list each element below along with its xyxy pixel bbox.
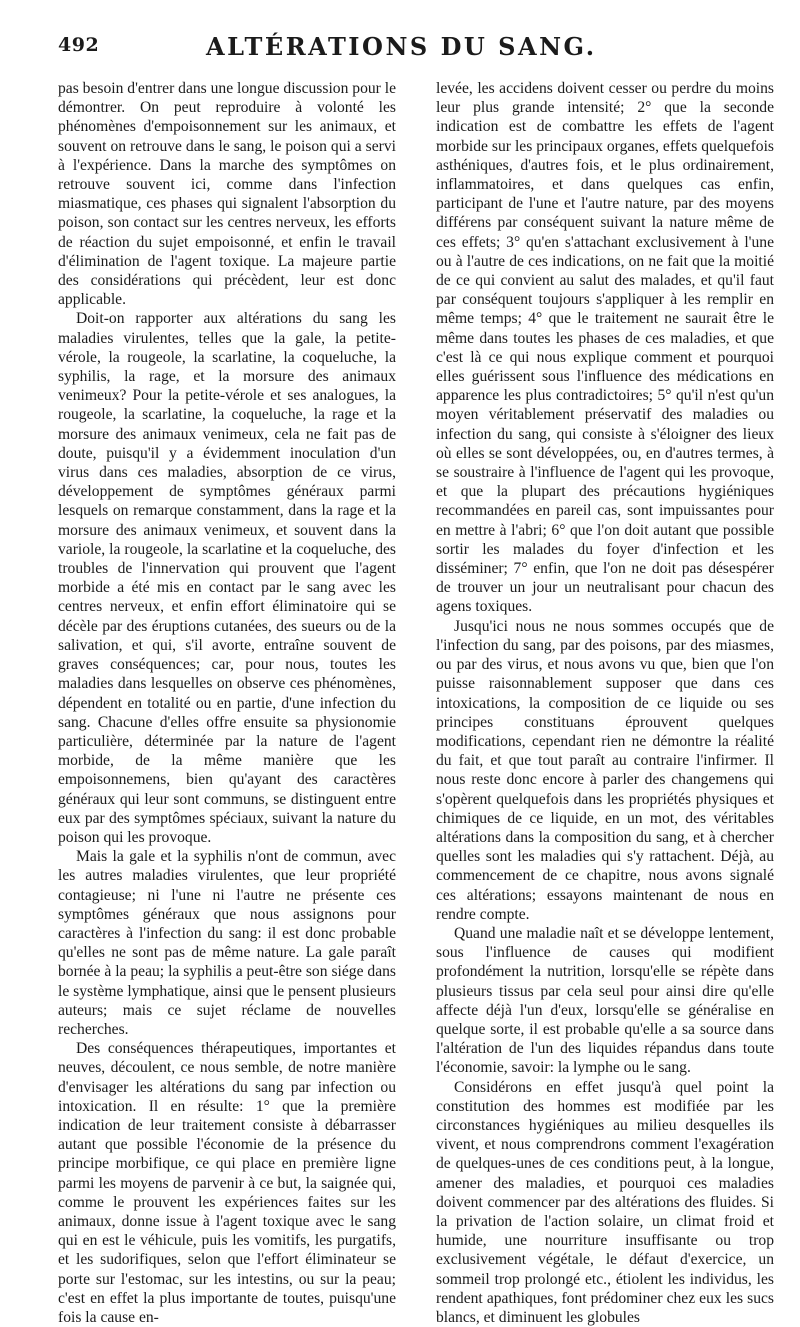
paragraph: Jusqu'ici nous ne nous sommes occupés que de l'infection du sang, par des poisons, par des miasmes, ou par des virus, et nous avons vu que, bien que l'on puisse raisonnablement supposer que dans ces intoxications, la composition de ce liquide ou ses principes constituans éprouvent quelques modifications, cependant rien ne démontre la réalité du fait, et que tout paraît au contraire l'infirmer. Il nous reste donc encore à parler des changemens qui s'opèrent quelquefois dans les propriétés physiques et chimiques de ce liquide, en un mot, des véritables altérations dans la composition du sang, et à chercher quelles sont les maladies qui s'y rattachent. Déjà, au commencement de ce chapitre, nous avons signalé ces altérations; essayons maintenant de nous en rendre compte.: [436, 617, 774, 923]
page-header: [58, 30, 778, 75]
paragraph: pas besoin d'entrer dans une longue discussion pour le démontrer. On peut reproduire à volonté les phénomènes d'empoisonnement sur les animaux, et souvent on retrouve dans le sang, le poison qui a servi à l'expérience. Dans la marche des symptômes on retrouve souvent ici, comme dans l'infection miasmatique, ces phases qui signalent l'absorption du poison, son contact sur les centres nerveux, les efforts de réaction du sujet empoisonné, et enfin le travail d'élimination de l'agent toxique. La majeure partie des considérations qui précèdent, leur est donc applicable.: [58, 80, 397, 309]
page-number: 492: [58, 34, 100, 56]
paragraph: levée, les accidens doivent cesser ou perdre du moins leur plus grande intensité; 2° que la seconde indication est de combattre les effets de l'agent morbide sur les principaux organes, effets quelquefois asthéniques, d'autres fois, et le plus ordinairement, inflammatoires, et dans quelques cas enfin, participant de l'une et l'autre nature, par des moyens différens par conséquent suivant la nature même de ces effets; 3° qu'en s'attachant exclusivement à l'une ou à l'autre de ces indications, on ne fait que la moitié de ce qui convient au salut des malades, et qu'il faut par conséquent toujours s'appliquer à les remplir en même temps; 4° que le traitement ne saurait être le même dans toutes les phases de ces maladies, et que c'est là ce qui nous explique comment et pourquoi elles guérissent sous l'influence des médications en apparence les plus contradictoires; 5° qu'il n'est qu'un moyen véritablement préservatif des maladies ou infection du sang, qui consiste à s'éloigner des lieux où elles se sont développées, ou, en d'autres termes, à se soustraire à l'influence de l'agent qui les provoque, et que la plupart des précautions hygiéniques recommandées en pareil cas, sont impuissantes pour en mettre à l'abri; 6° que l'on doit autant que possible sortir les malades du foyer d'infection et les disséminer; 7° enfin, que l'on ne doit pas désespérer de trouver un jour un neutralisant pour chacun des agens toxiques.: [436, 80, 774, 616]
left-column: [58, 79, 396, 1327]
paragraph: Doit-on rapporter aux altérations du sang les maladies virulentes, telles que la gale, la petite-vérole, la rougeole, la scarlatine, la coqueluche, la syphilis, la rage, et la morsure des animaux venimeux? Pour la petite-vérole et ses analogues, la rougeole, la scarlatine, la coqueluche, la rage et la morsure des animaux venimeux, cela ne fait pas de doute, puisqu'il y a évidemment inoculation d'un virus dans ces maladies, absorption de ce virus, développement de symptômes généraux parmi lesquels on remarque constamment, dans la rage et la morsure des animaux venimeux, et souvent dans la variole, la rougeole, la scarlatine et la coqueluche, des troubles de l'innervation qui prouvent que l'agent morbide a été mis en contact par le sang avec les centres nerveux, et enfin effort éliminatoire qui se décèle par des éruptions cutanées, des sueurs ou de la salivation, et qui, s'il avorte, entraîne souvent de graves conséquences; car, pour nous, toutes les maladies dans lesquelles on observe ces phénomènes, dépendent en totalité ou en partie, d'une infection du sang. Chacune d'elles offre ensuite sa physionomie particulière, déterminée par la nature de l'agent morbide, de la même manière que les empoisonnemens, bien qu'ayant des caractères généraux qui leur sont communs, se distinguent entre eux par des symptômes spéciaux, suivant la nature du poison qui les provoque.: [58, 310, 396, 846]
paragraph: Considérons en effet jusqu'à quel point la constitution des hommes est modifiée par les circonstances hygiéniques au milieu desquelles ils vivent, et nous comprendrons comment l'exagération de quelques-unes de ces conditions peut, à la longue, amener des maladies, et pourquoi ces maladies doivent commencer par des altérations des fluides. Si la privation de l'action solaire, un climat froid et humide, une nourriture insuffisante ou trop exclusivement végétale, le défaut d'exercice, un sommeil trop prolongé etc., étiolent les individus, les rendent apathiques, font prédominer chez eux les sucs blancs, et diminuent les globules: [436, 1078, 774, 1326]
running-title: ALTÉRATIONS DU SANG.: [206, 32, 597, 61]
text-columns: [58, 79, 778, 1327]
paragraph: Des conséquences thérapeutiques, importantes et neuves, découlent, ce nous semble, de notre manière d'envisager les altérations du sang par infection ou intoxication. Il en résulte: 1° que la première indication de leur traitement consiste à débarrasser autant que possible l'économie de la présence du principe morbifique, ce qui place en première ligne parmi les moyens de parvenir à ce but, la saignée qui, comme le prouvent les expériences faites sur les animaux, donne issue à l'agent toxique avec le sang qui en est le véhicule, puis les vomitifs, les purgatifs, et les sudorifiques, selon que l'effort éliminateur se porte sur l'estomac, sur les intestins, ou sur la peau; c'est en effet la plus importante de toutes, puisqu'une fois la cause en-: [58, 1040, 396, 1326]
right-column: [436, 79, 774, 1327]
paragraph: Quand une maladie naît et se développe lentement, sous l'influence de causes qui modifient profondément la nutrition, lorsqu'elle se répète dans plusieurs tissus par cela seul pour ainsi dire qu'elle affecte déjà l'un d'eux, lorsqu'elle se généralise en quelque sorte, il est probable qu'elle a sa source dans l'altération de l'un des liquides répandus dans toute l'économie, savoir: la lymphe ou le sang.: [436, 924, 774, 1077]
paragraph: Mais la gale et la syphilis n'ont de commun, avec les autres maladies virulentes, que leur propriété contagieuse; ni l'une ni l'autre ne présente ces symptômes généraux que nous assignons pour caractères à l'infection du sang: il est donc probable qu'elles ne sont pas de même nature. La gale paraît bornée à la peau; la syphilis a peut-être son siége dans le système lymphatique, ainsi que le pensent plusieurs auteurs; mais ce sujet réclame de nouvelles recherches.: [58, 848, 396, 1038]
